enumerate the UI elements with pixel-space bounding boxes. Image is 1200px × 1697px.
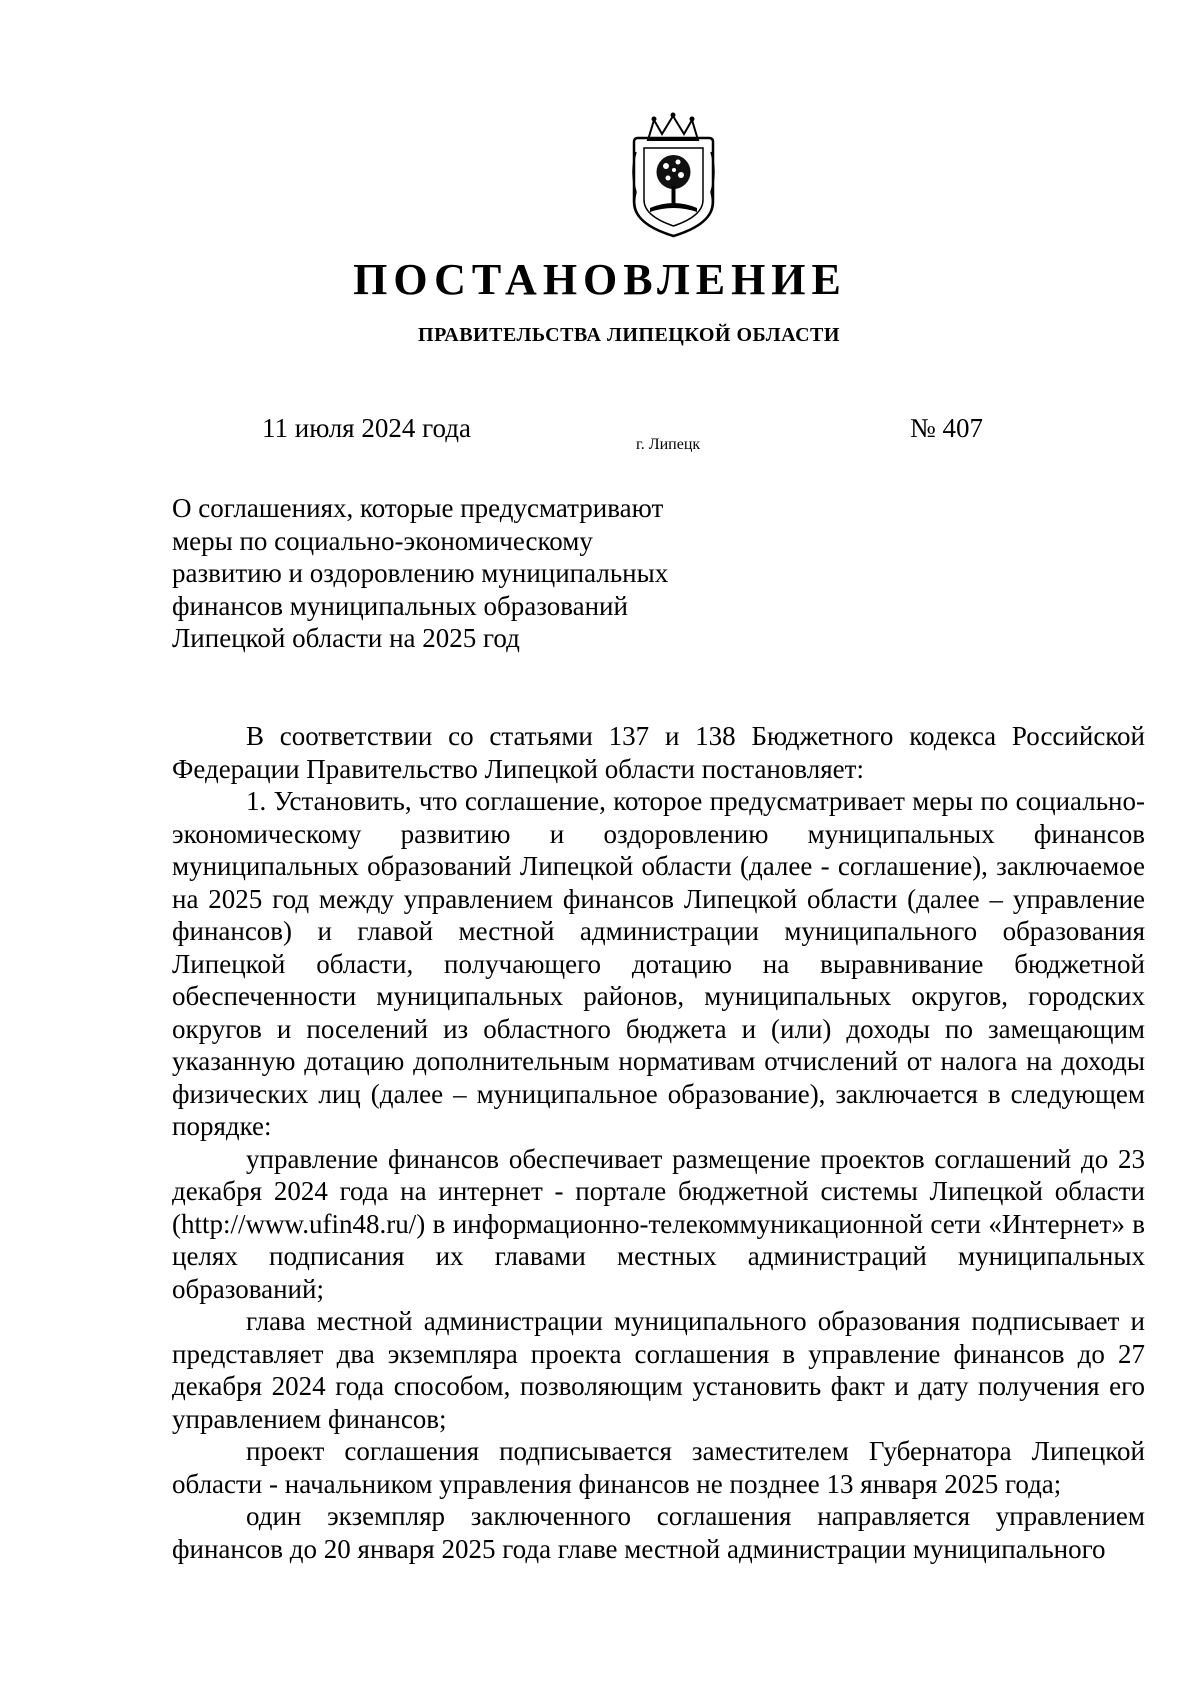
document-date: 11 июля 2024 года — [262, 413, 471, 443]
document-number: № 407 — [910, 413, 984, 443]
heading-line: меры по социально-экономическому — [172, 525, 593, 556]
heading-line: финансов муниципальных образований — [172, 590, 628, 621]
body-paragraph: В соответствии со статьями 137 и 138 Бюджетного кодекса Российской Федерации Правительство Липецкой области постановляет: — [172, 721, 1145, 784]
heading-line: О соглашениях, которые предусматривают — [172, 493, 664, 523]
body-paragraph: один экземпляр заключенного соглашения направляется управлением финансов до 20 января 2025 года главе местной администрации муниципального — [172, 1501, 1145, 1564]
heading-line: развитию и оздоровлению муниципальных — [172, 558, 669, 588]
document-heading — [172, 492, 732, 655]
body-paragraph: 1. Установить, что соглашение, которое предусматривает меры по социально-экономическому развитию и оздоровлению муниципальных финансов муниципальных образований Липецкой области (далее - соглашение), заключаемое на 2025 год между управлением финансов Липецкой области (далее – управление финансов) и главой местной администрации муниципального образования Липецкой области, получающего дотацию на выравнивание бюджетной обеспеченности муниципальных районов, муниципальных округов, городских округов и поселений из областного бюджета и (или) доходы по замещающим указанную дотацию дополнительным нормативам отчислений от налога на доходы физических лиц (далее – муниципальное образование), заключается в следующем порядке: — [172, 786, 1145, 1141]
document-title: ПОСТАНОВЛЕНИЕ — [353, 255, 847, 304]
document-body — [172, 720, 1145, 1565]
document-subtitle: ПРАВИТЕЛЬСТВА ЛИПЕЦКОЙ ОБЛАСТИ — [418, 324, 840, 346]
document-city: г. Липецк — [636, 436, 701, 453]
body-paragraph: управление финансов обеспечивает размещение проектов соглашений до 23 декабря 2024 года на интернет - портале бюджетной системы Липецкой области (http://www.ufin48.ru/) в информационно-телекоммуникационной сети «Интернет» в целях подписания их главами местных администраций муниципальных образований; — [172, 1143, 1145, 1304]
body-paragraph: глава местной администрации муниципального образования подписывает и представляет два экземпляра проекта соглашения в управление финансов до 27 декабря 2024 года способом, позволяющим установить факт и дату получения его управлением финансов; — [172, 1306, 1145, 1434]
coat-of-arms-icon — [626, 112, 721, 242]
body-paragraph: проект соглашения подписывается заместителем Губернатора Липецкой области - начальником управления финансов не позднее 13 января 2025 года; — [172, 1436, 1145, 1499]
heading-line: Липецкой области на 2025 год — [172, 623, 520, 653]
